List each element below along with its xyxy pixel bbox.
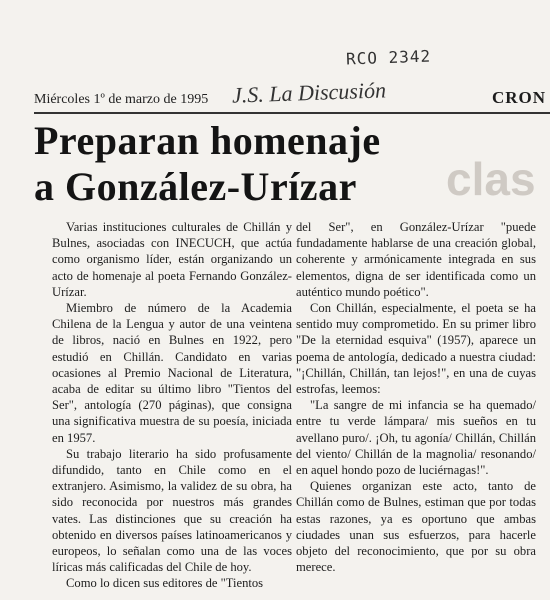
handwritten-source-note: J.S. La Discusión [231,77,387,108]
headline-line-2: a González-Urízar [34,164,357,209]
headline [34,118,534,210]
right-column [296,219,536,575]
paragraph: Varias instituciones culturales de Chillán y Bulnes, asociadas con INECUCH, que actúa como organismo líder, están organizando un acto de homenaje al poeta Fernando González-Urízar. [52,220,292,299]
paragraph: Su trabajo literario ha sido profusamente difundido, tanto en Chile como en el extranjero. Asimismo, la validez de su obra, ha sido reconocida por nuestros más grandes vates. Las distinciones que su creación ha obtenido en diversos países latinoamericanos y europeos, lo señalan como una de las voces líricas más calificadas del Chile de hoy. [52,446,292,575]
paragraph: Quienes organizan este acto, tanto de Chillán como de Bulnes, estiman que por todas estas razones, ya es oportuno que ambas ciudades unan sus esfuerzos, para hacerle objeto del reconocimiento, que por su obra merece. [296,479,536,575]
paragraph: Como lo dicen sus editores de "Tientos [66,576,264,591]
headline-line-1: Preparan homenaje [34,118,381,163]
paragraph: "La sangre de mi infancia se ha quemado/ entre tu verde lámpara/ mis sueños en tu avellano puro/. ¡Oh, tu agonía/ Chillán, Chillán del viento/ Chillán de la magnolia/ resonando/ en aquel hondo pozo de luciérnagas!". [296,398,536,478]
left-column [52,219,292,592]
paragraph: Miembro de número de la Academia Chilena de la Lengua y autor de una veintena de libros, nació en Bulnes en 1922, pero estudió en Chillán. Candidato en varias ocasiones al Premio Nacional de Literatura, acaba de editar su último libro "Tientos del Ser", antología (270 páginas), que consigna una significativa muestra de su poesía, iniciada en 1957. [52,301,292,445]
section-label: CRON [492,88,547,107]
header-rule [34,112,550,114]
background-bleed-text: clas [446,153,536,205]
dateline: Miércoles 1º de marzo de 1995 [34,92,209,107]
archive-code: RCO 2342 [345,46,432,69]
paragraph: Con Chillán, especialmente, el poeta se ha sentido muy comprometido. En su primer libro "De la eternidad esquiva" (1957), aparece un poema de antología, dedicado a nuestra ciudad: "¡Chillán, Chillán, tan lejos!", en una de cuyas estrofas, leemos: [296,301,536,397]
paragraph: del Ser", en González-Urízar "puede fundadamente hablarse de una creación global, coherente y armónicamente integrada en sus elementos, digna de ser identificada como un auténtico mundo poético". [296,220,536,299]
